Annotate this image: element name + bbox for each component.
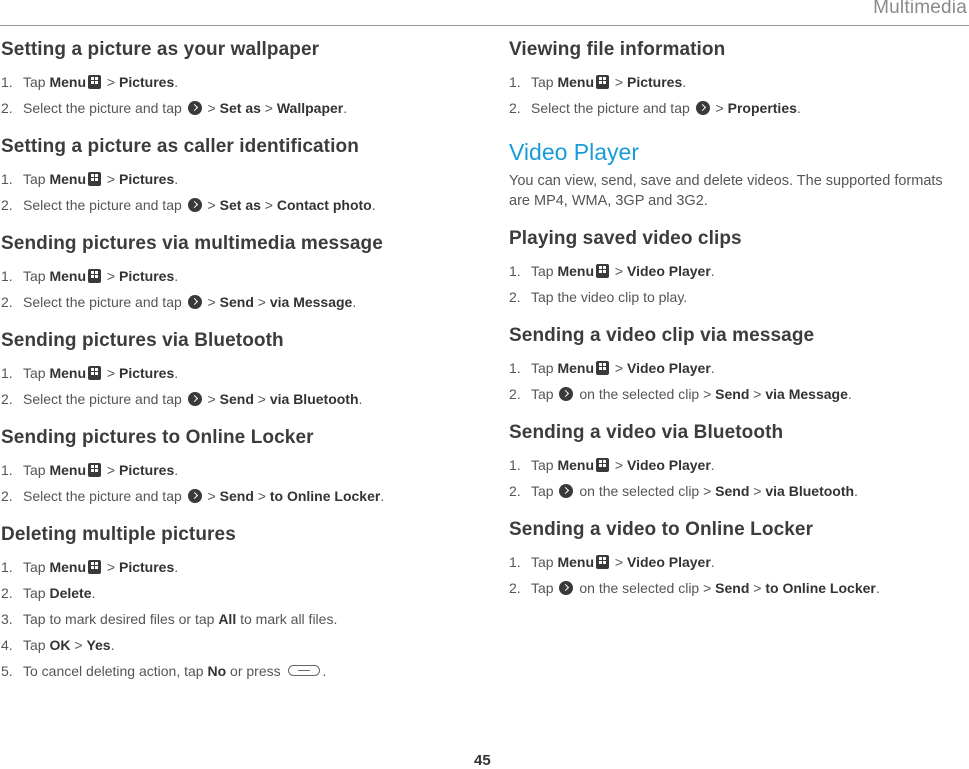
section-title: Sending pictures via multimedia message (1, 233, 383, 254)
section-send-locker (1, 426, 471, 509)
section-video-bluetooth (509, 421, 964, 504)
menu-grid-icon (88, 560, 101, 574)
section-title: Deleting multiple pictures (1, 524, 236, 545)
arrow-circle-icon (188, 392, 202, 406)
menu-grid-icon (88, 463, 101, 477)
step: 1. Tap Menu > Video Player. (509, 457, 715, 473)
step: 2. Select the picture and tap > Send > via Bluetooth. (1, 391, 363, 407)
section-caller-id (1, 135, 471, 218)
back-key-icon (288, 665, 320, 676)
section-send-bluetooth (1, 329, 471, 412)
left-column (1, 38, 471, 684)
arrow-circle-icon (559, 387, 573, 401)
section-title: Setting a picture as caller identification (1, 136, 359, 157)
video-player-heading: Video Player (509, 139, 639, 165)
step: 2. Select the picture and tap > Send > via Message. (1, 294, 357, 310)
step: 2. Tap on the selected clip > Send > via Bluetooth. (509, 483, 858, 499)
section-play-video (509, 227, 964, 310)
section-delete-multiple (1, 523, 471, 684)
step: 4. Tap OK > Yes. (1, 637, 115, 653)
menu-grid-icon (88, 366, 101, 380)
video-player-description: You can view, send, save and delete videos. The supported formats are MP4, WMA, 3GP and 3G2. (509, 173, 943, 209)
header-divider (0, 25, 969, 26)
section-title: Sending a video to Online Locker (509, 519, 814, 540)
page-number: 45 (474, 752, 491, 769)
menu-grid-icon (596, 555, 609, 569)
section-video-locker (509, 518, 964, 601)
step: 1. Tap Menu > Pictures. (1, 462, 179, 478)
section-title: Sending pictures via Bluetooth (1, 330, 284, 351)
menu-grid-icon (596, 458, 609, 472)
arrow-circle-icon (188, 489, 202, 503)
section-send-mms (1, 232, 471, 315)
step: 2. Select the picture and tap > Set as > Wallpaper. (1, 100, 348, 116)
step: 1. Tap Menu > Pictures. (1, 171, 179, 187)
step: 3. Tap to mark desired files or tap All to mark all files. (1, 611, 338, 627)
step: 2. Tap Delete. (1, 585, 96, 601)
step: 1. Tap Menu > Video Player. (509, 554, 715, 570)
menu-grid-icon (88, 269, 101, 283)
section-title: Setting a picture as your wallpaper (1, 39, 320, 60)
menu-grid-icon (88, 172, 101, 186)
step: 1. Tap Menu > Video Player. (509, 360, 715, 376)
section-title: Playing saved video clips (509, 228, 742, 249)
arrow-circle-icon (696, 101, 710, 115)
section-file-info (509, 38, 964, 121)
step: 2. Tap on the selected clip > Send > via Message. (509, 386, 852, 402)
menu-grid-icon (596, 264, 609, 278)
menu-grid-icon (596, 75, 609, 89)
step: 1. Tap Menu > Pictures. (1, 365, 179, 381)
step: 1. Tap Menu > Pictures. (1, 268, 179, 284)
arrow-circle-icon (188, 101, 202, 115)
arrow-circle-icon (188, 198, 202, 212)
arrow-circle-icon (188, 295, 202, 309)
step: 5. To cancel deleting action, tap No or press . (1, 663, 327, 679)
step: 2. Tap on the selected clip > Send > to Online Locker. (509, 580, 880, 596)
step: 2. Select the picture and tap > Send > to Online Locker. (1, 488, 385, 504)
step: 2. Select the picture and tap > Properties. (509, 100, 801, 116)
section-title: Sending a video clip via message (509, 325, 815, 346)
step: 1. Tap Menu > Video Player. (509, 263, 715, 279)
step: 2. Tap the video clip to play. (509, 289, 688, 305)
section-wallpaper (1, 38, 471, 121)
step: 1. Tap Menu > Pictures. (1, 74, 179, 90)
section-title: Sending pictures to Online Locker (1, 427, 314, 448)
step: 1. Tap Menu > Pictures. (1, 559, 179, 575)
right-column (509, 38, 964, 601)
section-title: Sending a video via Bluetooth (509, 422, 784, 443)
menu-grid-icon (88, 75, 101, 89)
chapter-title: Multimedia (873, 0, 967, 18)
arrow-circle-icon (559, 581, 573, 595)
arrow-circle-icon (559, 484, 573, 498)
section-video-mms (509, 324, 964, 407)
section-title: Viewing file information (509, 39, 726, 60)
menu-grid-icon (596, 361, 609, 375)
step: 1. Tap Menu > Pictures. (509, 74, 687, 90)
step: 2. Select the picture and tap > Set as > Contact photo. (1, 197, 376, 213)
